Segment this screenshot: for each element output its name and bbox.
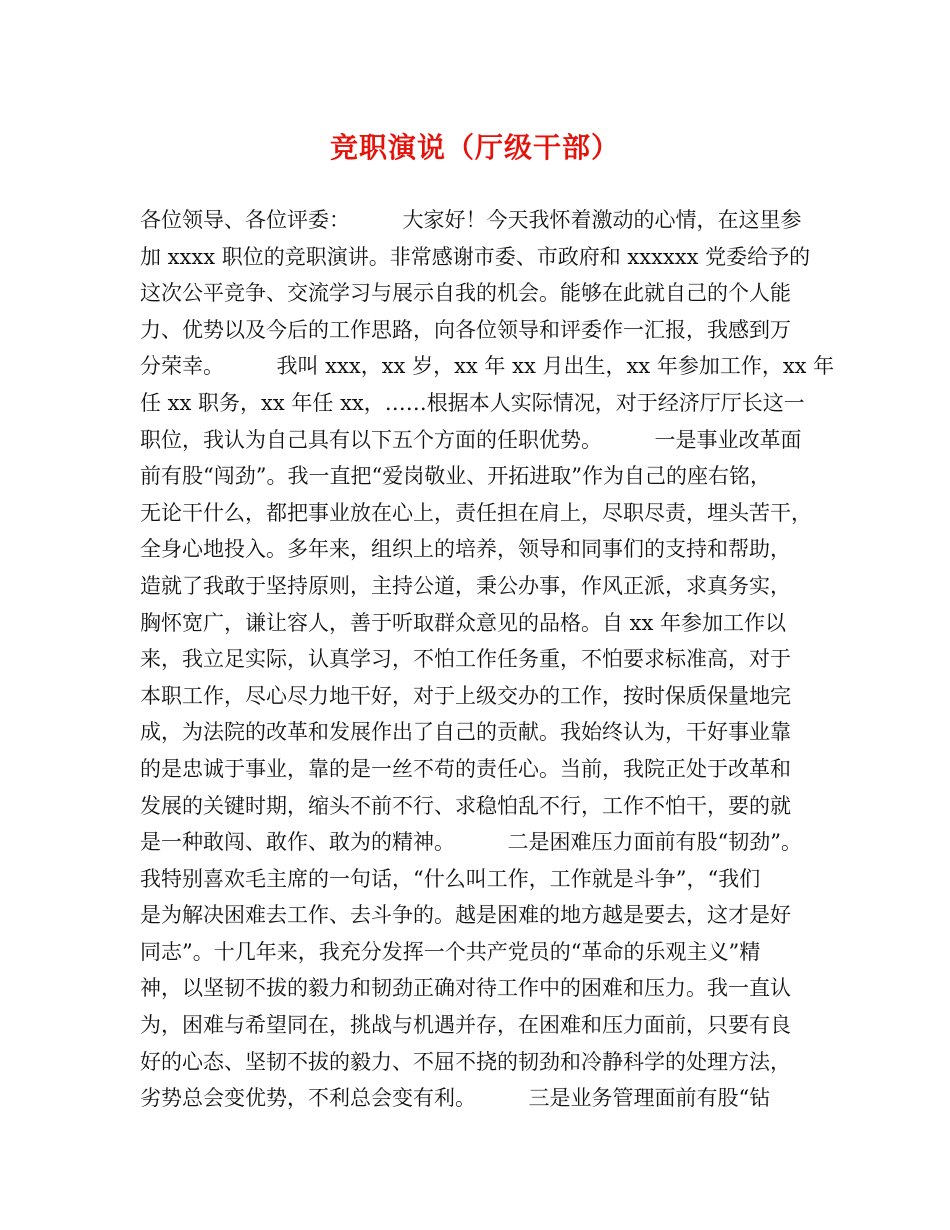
- body-line: 为，困难与希望同在，挑战与机遇并存，在困难和压力面前，只要有良: [140, 1013, 791, 1038]
- body-line: 的是忠诚于事业，靠的是一丝不苟的责任心。当前，我院正处于改革和: [140, 756, 791, 781]
- body-line: 这次公平竞争、交流学习与展示自我的机会。能够在此就自己的个人能: [140, 281, 791, 306]
- body-line: 加 xxxx 职位的竞职演讲。非常感谢市委、市政府和 xxxxxx 党委给予的: [140, 244, 811, 269]
- body-line: 胸怀宽广，谦让容人，善于听取群众意见的品格。自 xx 年参加工作以: [140, 610, 787, 635]
- body-line: 分荣幸。 我叫 xxx，xx 岁，xx 年 xx 月出生，xx 年参加工作，xx 年: [140, 354, 835, 379]
- body-line: 是一种敢闯、敢作、敢为的精神。 二是困难压力面前有股“韧劲”。: [140, 830, 802, 855]
- body-line: 同志”。十几年来，我充分发挥一个共产党员的“革命的乐观主义”精: [140, 939, 761, 964]
- body-line: 全身心地投入。多年来，组织上的培养，领导和同事们的支持和帮助，: [140, 537, 791, 562]
- body-line: 神，以坚韧不拔的毅力和韧劲正确对待工作中的困难和压力。我一直认: [140, 976, 791, 1001]
- body-line: 任 xx 职务，xx 年任 xx，……根据本人实际情况，对于经济厅厅长这一: [140, 390, 805, 415]
- document-title: 竞职演说（厅级干部）: [329, 131, 620, 164]
- body-line: 好的心态、坚韧不拔的毅力、不屈不挠的韧劲和冷静科学的处理方法，: [140, 1049, 791, 1074]
- body-line: 无论干什么，都把事业放在心上，责任担在肩上，尽职尽责，埋头苦干，: [140, 500, 812, 525]
- body-line: 各位领导、各位评委： 大家好！今天我怀着激动的心情，在这里参: [140, 208, 802, 232]
- body-line: 成，为法院的改革和发展作出了自己的贡献。我始终认为，干好事业靠: [140, 720, 791, 745]
- body-line: 是为解决困难去工作、去斗争的。越是困难的地方越是要去，这才是好: [140, 903, 791, 928]
- body-line: 我特别喜欢毛主席的一句话，“什么叫工作，工作就是斗争”，“我们: [140, 866, 761, 891]
- body-line: 本职工作，尽心尽力地干好，对于上级交办的工作，按时保质保量地完: [140, 683, 791, 708]
- body-line: 发展的关键时期，缩头不前不行、求稳怕乱不行，工作不怕干，要的就: [140, 793, 791, 818]
- body-line: 造就了我敢于坚持原则，主持公道，秉公办事，作风正派，求真务实，: [140, 573, 791, 598]
- body-line: 职位，我认为自己具有以下五个方面的任职优势。 一是事业改革面: [140, 427, 802, 452]
- body-line: 劣势总会变优势，不利总会变有利。 三是业务管理面前有股“钻: [140, 1086, 771, 1111]
- body-line: 前有股“闯劲”。我一直把“爱岗敬业、开拓进取”作为自己的座右铭，: [140, 464, 771, 489]
- body-line: 力、优势以及今后的工作思路，向各位领导和评委作一汇报，我感到万: [140, 317, 791, 342]
- body-line: 来，我立足实际，认真学习，不怕工作任务重，不怕要求标准高，对于: [140, 647, 791, 672]
- document-body: [140, 202, 840, 1117]
